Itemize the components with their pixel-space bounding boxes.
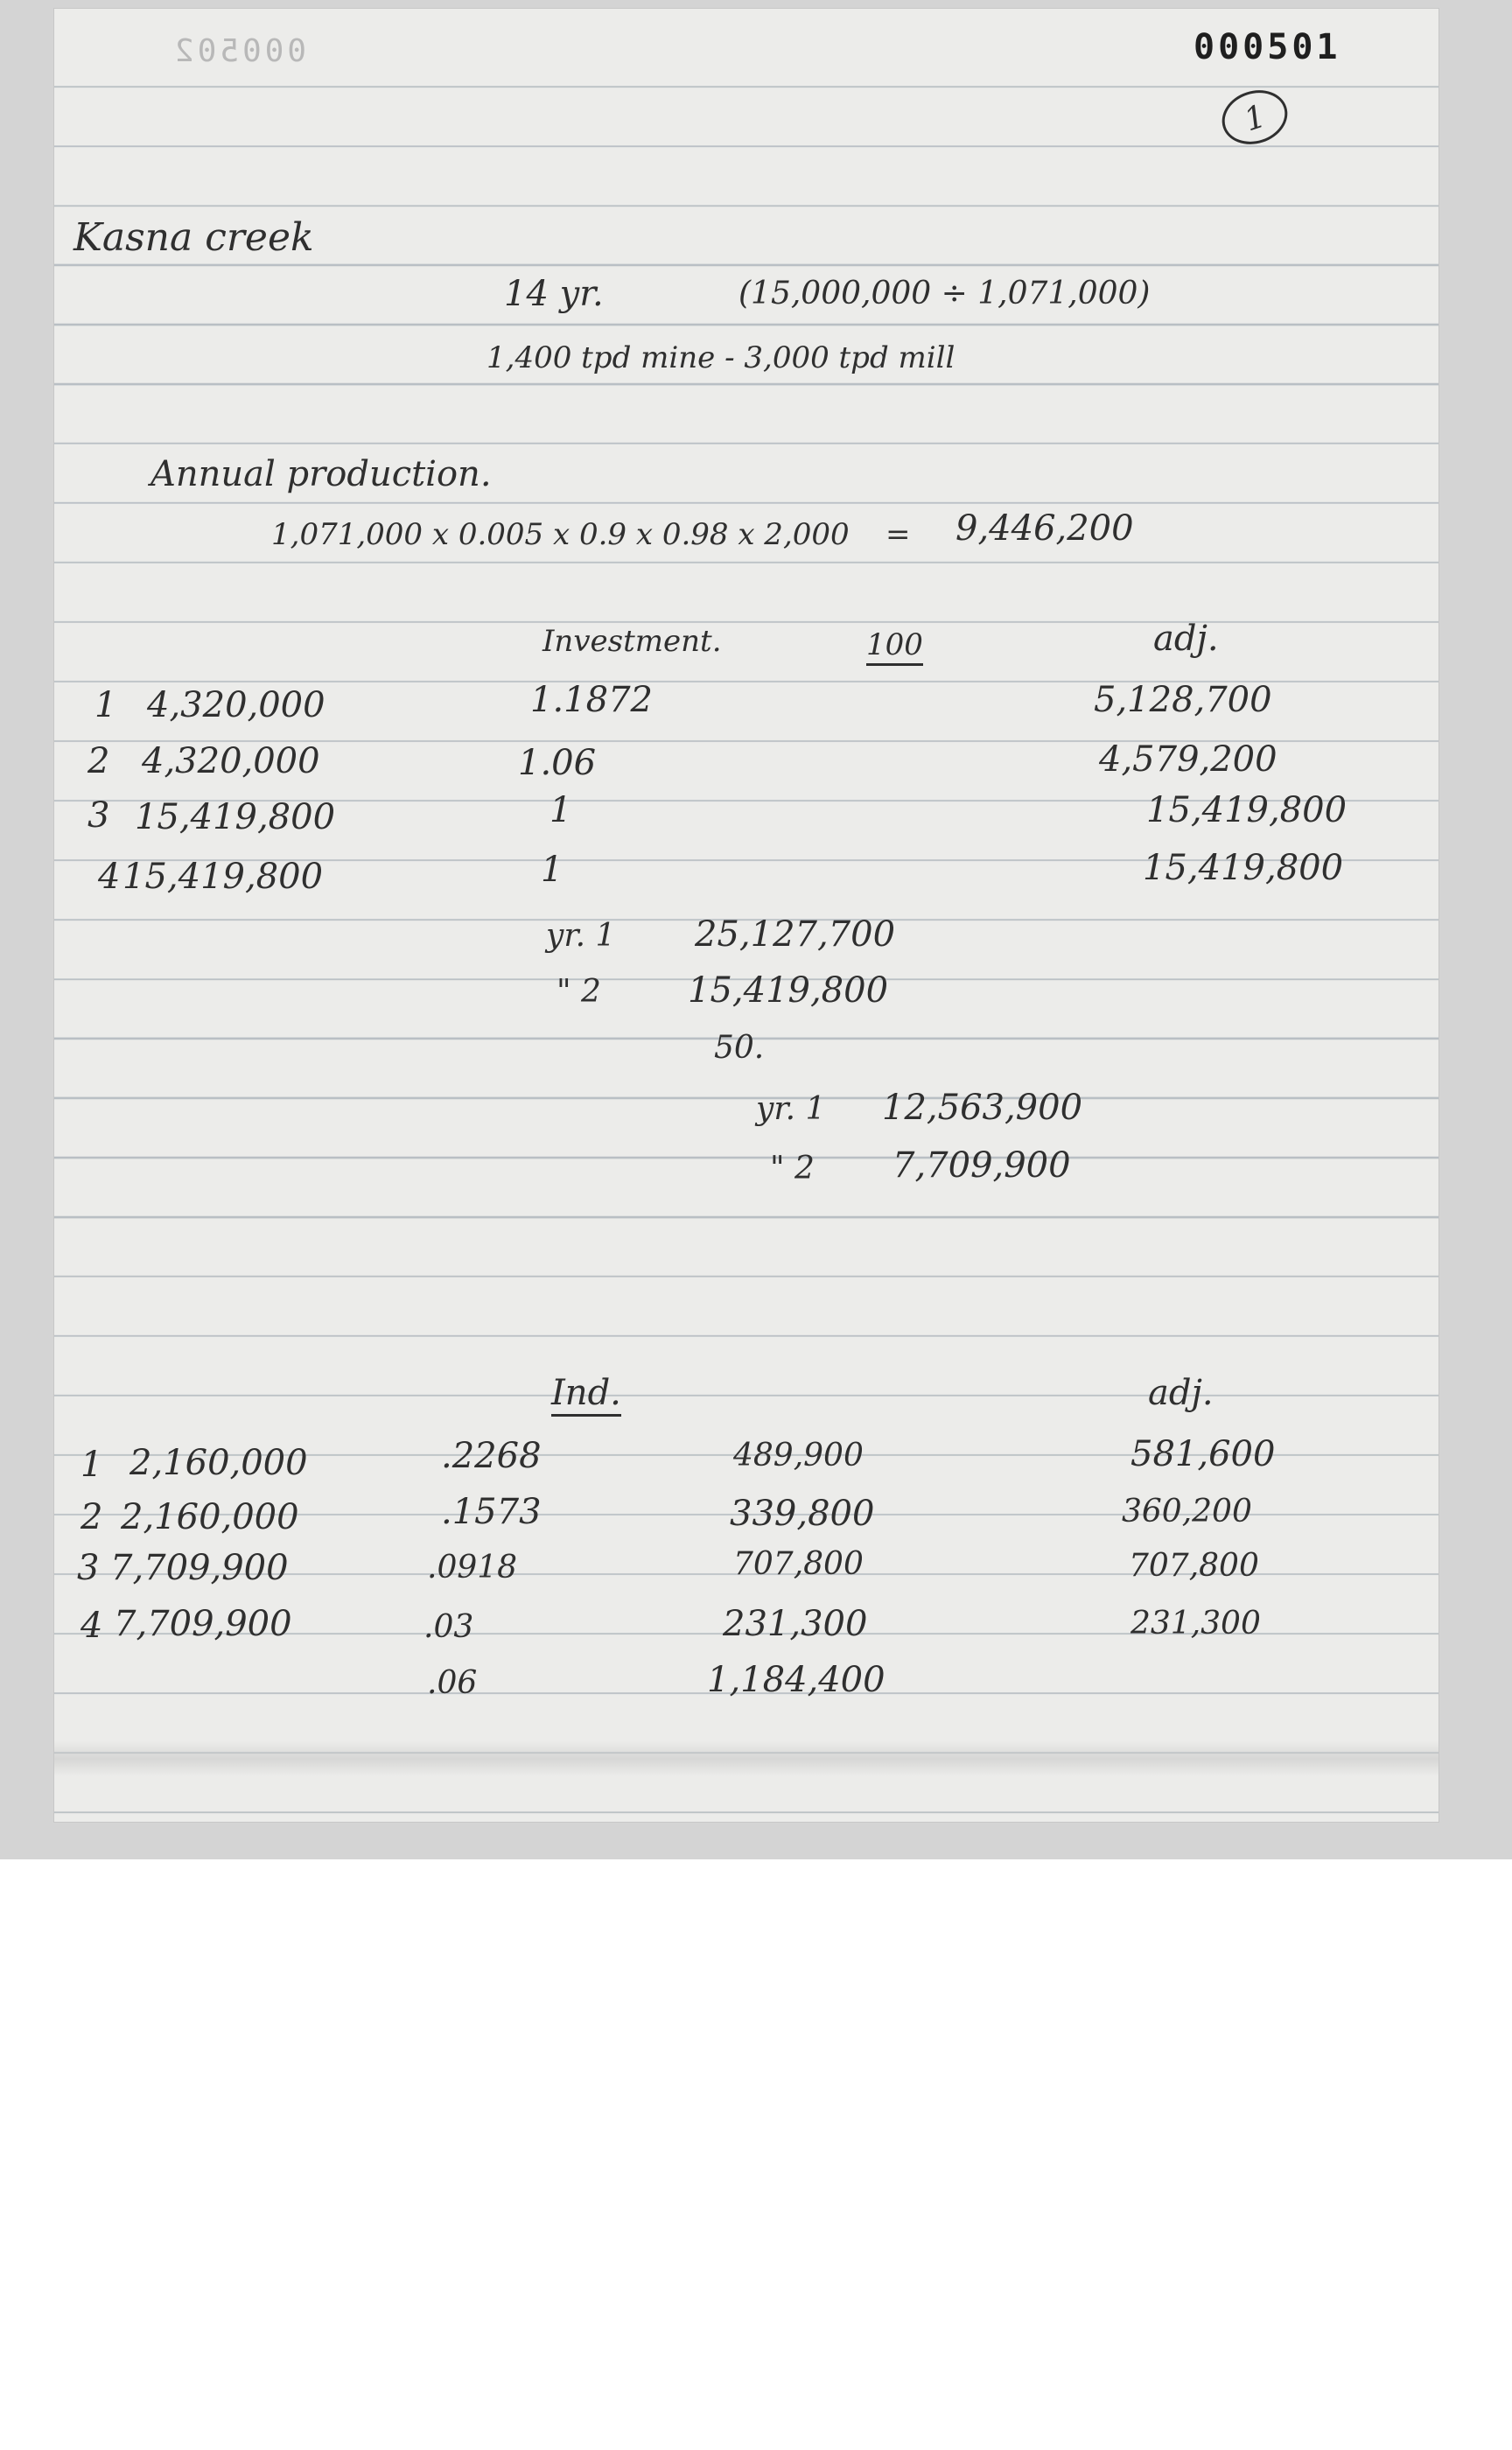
document-number-stamp: 000501 (1194, 27, 1341, 67)
investment-row-1-amount: 4,320,000 (147, 685, 326, 725)
ind-row-4-adj: 231,300 (1130, 1606, 1261, 1642)
ind-row-3-factor: .0918 (427, 1550, 518, 1586)
ind-row-4-value: 231,300 (723, 1604, 868, 1644)
investment-row-3-factor: 1 (550, 790, 572, 830)
investment-half-yr1-value: 12,563,900 (882, 1088, 1083, 1128)
paper-fold (54, 1741, 1438, 1776)
ind-extra-factor: .06 (427, 1665, 478, 1701)
investment-half-yr2-value: 7,709,900 (892, 1145, 1071, 1186)
production-label: Annual production. (150, 454, 492, 494)
mine-life-calculation: (15,000,000 ÷ 1,071,000) (738, 276, 1151, 312)
mine-life-years: 14 yr. (504, 274, 604, 314)
production-result: 9,446,200 (956, 508, 1134, 549)
investment-half-yr2-label: " 2 (770, 1151, 815, 1186)
investment-row-2-adj: 4,579,200 (1099, 739, 1278, 780)
investment-heading: Investment. (542, 624, 722, 659)
ind-row-4-amount: 7,709,900 (114, 1604, 292, 1644)
ind-row-3-adj: 707,800 (1129, 1548, 1259, 1584)
investment-half-yr1-label: yr. 1 (756, 1091, 826, 1127)
ind-row-3-number: 3 (77, 1548, 100, 1588)
investment-yr2-value: 15,419,800 (688, 970, 889, 1011)
investment-row-1-factor: 1.1872 (530, 680, 653, 720)
ind-row-1-number: 1 (80, 1445, 103, 1485)
investment-row-1-number: 1 (94, 685, 117, 725)
page-title: Kasna creek (74, 215, 314, 260)
ind-extra-value: 1,184,400 (707, 1660, 886, 1700)
investment-row-2-number: 2 (88, 741, 110, 781)
investment-row-3-number: 3 (88, 795, 110, 836)
investment-row-3-adj: 15,419,800 (1146, 790, 1348, 830)
investment-row-4-amount: 15,419,800 (122, 857, 324, 897)
ind-row-2-number: 2 (80, 1497, 103, 1537)
investment-col-100: 100 (866, 630, 923, 666)
investment-yr1-label: yr. 1 (546, 918, 616, 954)
production-formula: 1,071,000 x 0.005 x 0.9 x 0.98 x 2,000 (271, 517, 850, 552)
ind-row-3-amount: 7,709,900 (110, 1548, 289, 1588)
page-number: 1 (1240, 98, 1270, 139)
investment-half-factor: 50. (714, 1030, 765, 1066)
ind-row-1-factor: .2268 (441, 1436, 542, 1476)
investment-row-4-number: 4 (98, 857, 121, 897)
investment-row-2-factor: 1.06 (518, 743, 597, 783)
investment-yr2-label: " 2 (556, 974, 601, 1010)
ind-row-1-adj: 581,600 (1130, 1434, 1276, 1474)
ind-row-2-factor: .1573 (441, 1492, 542, 1532)
investment-adj-heading: adj. (1153, 619, 1219, 659)
investment-row-1-adj: 5,128,700 (1094, 680, 1272, 720)
ind-row-2-value: 339,800 (730, 1494, 875, 1534)
ind-row-4-number: 4 (80, 1606, 103, 1646)
ind-row-1-value: 489,900 (733, 1438, 864, 1474)
ind-row-3-value: 707,800 (733, 1546, 864, 1582)
ind-heading: Ind. (551, 1376, 621, 1417)
bleed-through-number: 000502 (172, 33, 307, 69)
investment-yr1-value: 25,127,700 (695, 914, 896, 955)
ind-row-2-adj: 360,200 (1122, 1494, 1252, 1530)
ind-row-2-amount: 2,160,000 (121, 1497, 299, 1537)
ind-row-4-factor: .03 (424, 1609, 474, 1645)
investment-row-4-factor: 1 (541, 850, 564, 890)
ind-row-1-amount: 2,160,000 (130, 1443, 308, 1483)
production-equals: = (886, 517, 911, 552)
investment-row-2-amount: 4,320,000 (142, 741, 320, 781)
investment-row-3-amount: 15,419,800 (135, 797, 336, 837)
investment-row-4-adj: 15,419,800 (1143, 848, 1344, 888)
ind-adj-heading: adj. (1148, 1373, 1214, 1413)
capacity-note: 1,400 tpd mine - 3,000 tpd mill (486, 340, 956, 375)
